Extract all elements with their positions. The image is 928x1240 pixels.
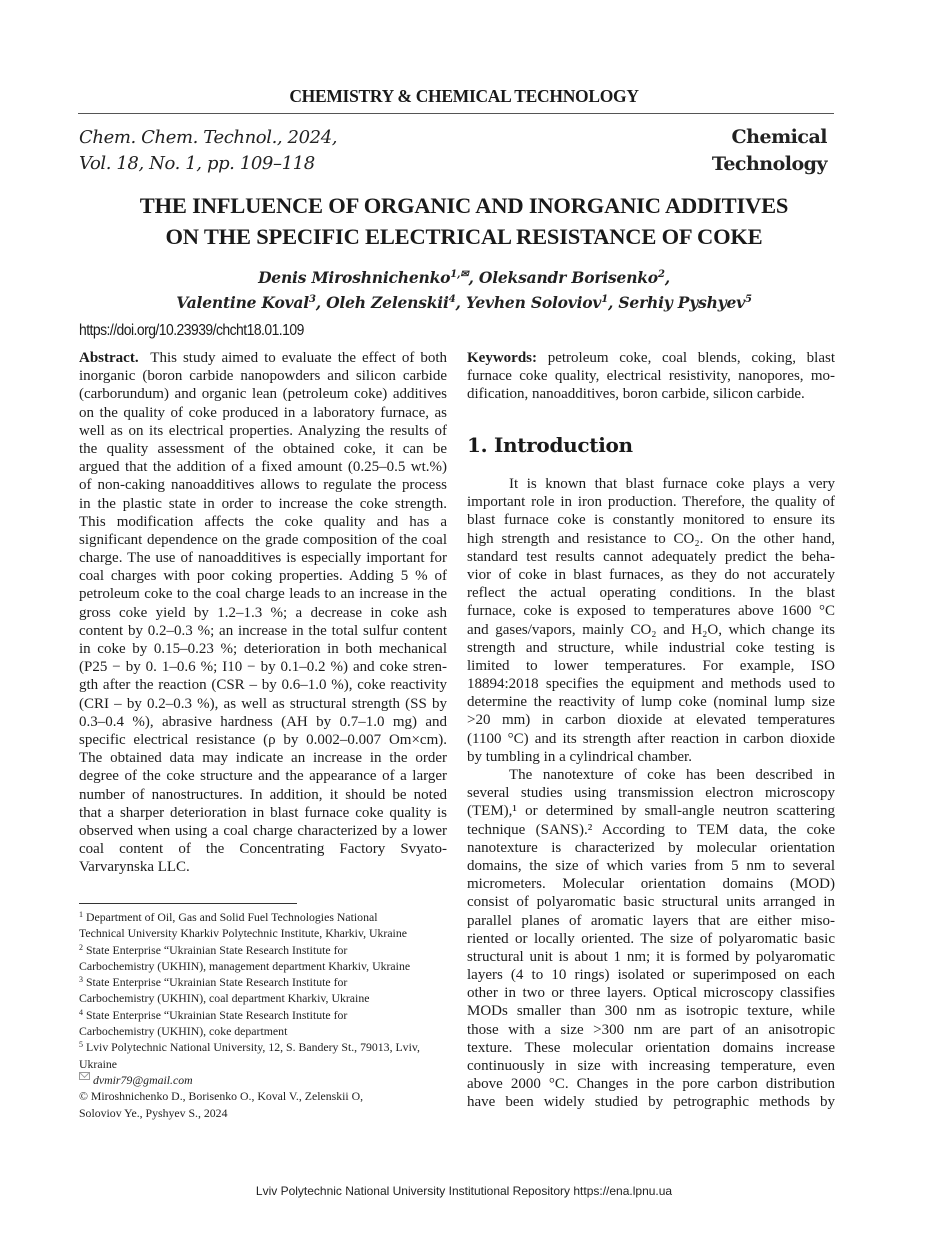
author-name: Serhiy Pyshyev — [618, 293, 745, 313]
paragraph-line: other in two or three layers. Optical microscopy classifies — [467, 985, 835, 1002]
author-name: Yevhen Soloviov — [465, 293, 602, 313]
paragraph-line: important role in iron production. Therefore, the quality of — [467, 494, 835, 511]
footnote-line: Technical University Kharkiv Polytechnic Institute, Kharkiv, Ukraine — [79, 926, 407, 941]
footnote-line: $^1$ Department of Oil, Gas and Solid Fuel Technologies National — [79, 910, 378, 924]
footnote-line: $^2$ State Enterprise “Ukrainian State Research Institute for — [79, 942, 348, 957]
copyright-line: Soloviov Ye., Pyshyev S., 2024 — [79, 1105, 228, 1120]
paragraph-line: have been widely studied by petrographic methods by — [467, 1094, 835, 1111]
paragraph-line: and gases/vapors, mainly CO₂ and H₂O, which change its — [467, 621, 835, 638]
footnote-line: Carbochemistry (UKHIN), coal department Kharkiv, Ukraine — [79, 991, 370, 1006]
abstract-line: coal charges with poor coking properties. Adding 5 % of — [79, 568, 447, 585]
paragraph-line: technique (SANS).² According to TEM data, the coke — [467, 821, 835, 838]
abstract-line: specific electrical resistance (ρ by 0.002–0.007 Om×cm). — [79, 731, 447, 748]
doi-link[interactable]: https://doi.org/10.23939/chcht18.01.109 — [79, 322, 304, 339]
author-affiliation: 5 — [744, 294, 752, 306]
author-affiliation: 1,✉ — [450, 269, 469, 280]
paragraph-line: riented or locally oriented. The size of polyaromatic basic — [467, 930, 835, 947]
paragraph-line: above 2000 °C. Changes in the pore carbon distribution — [467, 1076, 835, 1093]
paragraph-line: limited to lower temperatures. For example, ISO — [467, 657, 835, 674]
paragraph-line: structural unit is about 1 nm; it is formed by polyaromatic — [467, 948, 835, 965]
abstract-line: observed when using a coal charge characterized by a lower — [79, 822, 447, 839]
abstract-line: (carborundum) and organic lean (petroleum coke) additives — [79, 386, 447, 403]
paragraph-line: strength and structure, while industrial coke testing is — [467, 639, 835, 656]
author-name: Oleksandr Borisenko — [478, 268, 658, 288]
paragraph-line: texture. These molecular orientation domains increase — [467, 1039, 835, 1056]
abstract-line: (CRI – by 0.2–0.3 %), as well as structural strength (SS by — [79, 695, 447, 712]
footnote-line: $^5$ Lviv Polytechnic National University, 12, S. Bandery St., 79013, Lviv, — [79, 1040, 420, 1055]
paragraph-line: vior of coke in blast furnaces, as they do not accurately — [467, 566, 835, 583]
abstract-line: Varvarynska LLC. — [79, 859, 190, 876]
abstract-line: well as on its electrical properties. Analyzing the results of — [79, 422, 447, 439]
title-line-2: ON THE SPECIFIC ELECTRICAL RESISTANCE OF COKE — [165, 224, 763, 249]
paragraph-line: by tumbling in a cylindrical chamber. — [467, 748, 692, 765]
keywords-label: Keywords: — [467, 350, 537, 366]
abstract-line: on the quality of coke produced in a laboratory furnace, as — [79, 404, 447, 421]
abstract-line: of non-caking nanoadditives allows to regulate the process — [79, 477, 447, 494]
footnote-email — [79, 1072, 459, 1088]
page-footer: Lviv Polytechnic National University Institutional Repository https://ena.lpnu.ua — [255, 1184, 673, 1198]
abstract-line: petroleum coke to the coal charge leads to an increase in the — [79, 586, 447, 603]
header-divider — [78, 113, 834, 114]
author-line-1: Denis Miroshnichenko$^{1,✉}$, Oleksandr Borisenko$^2$, — [258, 268, 670, 288]
keywords-line: furnace coke quality, electrical resistivity, nanopores, mo- — [467, 368, 835, 385]
abstract-line: the quality assessment of the obtained coke, it can be — [79, 440, 447, 457]
author-affiliation: 4 — [448, 294, 456, 306]
paragraph-line: (TEM),¹ or determined by small-angle neutron scattering — [467, 803, 835, 820]
author-name: Valentine Koval — [176, 293, 309, 313]
paragraph-line: consist of polyaromatic basic structural units arranged in — [467, 894, 835, 911]
author-name: Denis Miroshnichenko — [258, 268, 451, 288]
paragraph-line: high strength and resistance to CO₂. On the other hand, — [467, 530, 835, 547]
journal-header: CHEMISTRY & CHEMICAL TECHNOLOGY — [289, 86, 639, 106]
section-heading-introduction: 1. Introduction — [467, 433, 633, 457]
citation-line-2: Vol. 18, No. 1, pp. 109–118 — [79, 153, 315, 174]
paragraph-line: determine the reactivity of lump coke (nominal lump size — [467, 694, 835, 711]
abstract-line: inorganic (boron carbide nanopowders and silicon carbide — [79, 368, 447, 385]
author-line-2: Valentine Koval$^3$, Oleh Zelenskii$^4$, Yevhen Soloviov$^1$, Serhiy Pyshyev$^5$ — [176, 293, 752, 313]
abstract-line: Abstract. This study aimed to evaluate the effect of both — [79, 350, 448, 366]
paragraph-line: parallel planes of aromatic layers that are either miso- — [467, 912, 835, 929]
abstract — [79, 349, 447, 876]
footnotes — [79, 909, 459, 1121]
section-brand-line-1: Chemical — [731, 126, 827, 148]
email-link[interactable]: dvmir79@gmail.com — [93, 1072, 193, 1087]
paragraph-line: several studies using transmission electron microscopy — [467, 785, 835, 802]
abstract-line: coal content of the Concentrating Factory Svyato- — [79, 841, 447, 858]
abstract-line: gth after the reaction (CSR – by 0.6–1.0 %), coke reactivity — [79, 677, 447, 694]
abstract-line: (P25 − by 0. 1–0.6 %; I10 − by 0.1–0.2 %) and coke stren- — [79, 659, 447, 676]
citation-line-1: Chem. Chem. Technol., 2024, — [79, 127, 338, 148]
paragraph-line: >20 mm) in carbon dioxide at elevated temperatures — [467, 712, 835, 729]
abstract-line: in the plastic state in order to increase the coke strength. — [79, 495, 447, 512]
paragraph-line: continuously in size with increasing temperature, even — [467, 1058, 835, 1074]
paragraph-line: furnace, coke is exposed to temperatures above 1600 °C — [467, 603, 835, 620]
paragraph-line: nanotexture is characterized by molecular orientation — [467, 839, 835, 856]
paragraph-line: reflect the actual operating conditions. In the blast — [467, 585, 835, 602]
author-list — [0, 264, 928, 314]
keywords-line: dification, nanoadditives, boron carbide, silicon carbide. — [467, 386, 805, 403]
abstract-line: This modification affects the coke quality and has a — [79, 513, 447, 530]
abstract-line: in coke by 0.15–0.23 %; deterioration in both mechanical — [79, 641, 447, 657]
author-affiliation: 2 — [657, 269, 665, 280]
abstract-line: gross coke yield by 1.2–1.3 %; a decrease in coke ash — [79, 604, 447, 621]
paragraph-line: standard test results cannot adequately predict the beha- — [467, 548, 835, 565]
abstract-line: that a sharper deterioration in blast furnace coke quality is — [79, 804, 447, 821]
author-affiliation: 3 — [308, 294, 316, 306]
title-line-1: THE INFLUENCE OF ORGANIC AND INORGANIC ADDITIVES — [139, 193, 789, 218]
paragraph-line: domains, the size of which varies from 5 nm to several — [467, 857, 835, 874]
keywords-line: Keywords: petroleum coke, coal blends, coking, blast — [467, 350, 835, 366]
paragraph-line: those with a size >300 nm are part of an anisotropic — [467, 1021, 835, 1038]
paragraph-line: (1100 °C) and its strength after reaction in carbon dioxide — [467, 730, 835, 747]
abstract-line: 0.3–0.4 %), abrasive hardness (AH by 0.7–1.0 mg) and — [79, 713, 447, 730]
footnote-line: Ukraine — [79, 1056, 117, 1071]
footnote-line: $^3$ State Enterprise “Ukrainian State Research Institute for — [79, 975, 348, 990]
author-name: Oleh Zelenskii — [326, 293, 449, 313]
paragraph-line: MODs smaller than 300 nm as isotropic texture, while — [467, 1003, 835, 1020]
abstract-line: content by 0.2–0.3 %; an increase in the total sulfur content — [79, 622, 447, 639]
footnote-line: Carbochemistry (UKHIN), coke department — [79, 1024, 288, 1039]
abstract-line: charge. The use of nanoadditives is especially important for — [79, 550, 447, 567]
paragraph-line: blast furnace coke is constantly monitored to ensure its — [467, 512, 835, 529]
abstract-label: Abstract. — [79, 350, 139, 366]
article-title — [0, 190, 928, 252]
paragraph-line: The nanotexture of coke has been described in — [509, 767, 835, 783]
paragraph-line: layers (4 to 10 rings) isolated or superimposed on each — [467, 967, 835, 984]
footnote-line: $^4$ State Enterprise “Ukrainian State Research Institute for — [79, 1007, 348, 1022]
abstract-line: significant dependence on the grade composition of the coal — [79, 531, 447, 548]
introduction-body — [467, 475, 835, 1112]
footnote-divider — [79, 903, 297, 904]
abstract-line: number of nanostructures. In addition, it should be noted — [79, 786, 447, 803]
paragraph-line: micrometers. Molecular orientation domains (MOD) — [467, 876, 835, 893]
paragraph-line: 18894:2018 specifies the equipment and methods used to — [467, 676, 835, 693]
footnote-line: Carbochemistry (UKHIN), management department Kharkiv, Ukraine — [79, 958, 411, 973]
abstract-line: The obtained data may indicate an increase in the order — [79, 750, 447, 767]
author-affiliation: 1 — [601, 294, 609, 306]
envelope-icon — [79, 1072, 90, 1080]
abstract-line: degree of the coke structure and the appearance of a larger — [79, 768, 447, 785]
copyright-line: © Miroshnichenko D., Borisenko O., Koval V., Zelenskii O, — [79, 1089, 364, 1104]
paragraph-line: It is known that blast furnace coke plays a very — [509, 476, 835, 492]
abstract-line: argued that the addition of a fixed amount (0.25–0.5 wt.%) — [79, 459, 447, 476]
keywords — [467, 349, 835, 404]
section-brand-line-2: Technology — [711, 153, 827, 175]
